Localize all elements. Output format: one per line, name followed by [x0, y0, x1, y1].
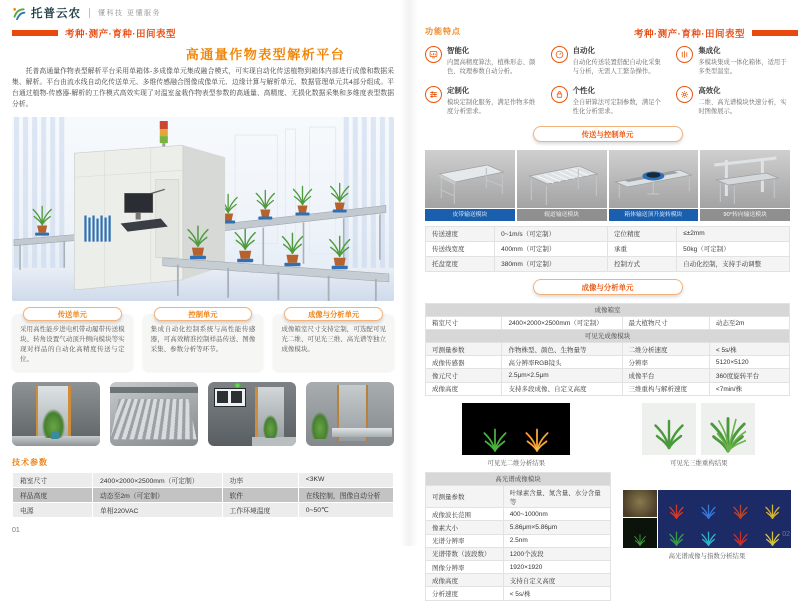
module-image [700, 150, 790, 208]
feature-desc: 模块定制化服务，满足作物多维度分析需求。 [447, 99, 536, 116]
spec-value: 360度旋转平台 [709, 369, 789, 382]
spec-value: ≤±2mm [677, 226, 790, 241]
result-3d-image [642, 403, 755, 455]
page-number: 01 [12, 527, 20, 534]
table-row [426, 356, 790, 369]
roller-conveyor [111, 399, 198, 440]
table-row [426, 534, 611, 547]
feature-integrated [676, 45, 790, 76]
result-2d-image [462, 403, 570, 455]
chart-icon [425, 46, 442, 63]
spec-value: 高分辨率RGB镜头 [502, 356, 622, 369]
brand-logo-icon [12, 6, 27, 21]
feature-title: 集成化 [698, 46, 721, 55]
index-plant-icon [669, 530, 684, 546]
spec-value: 支持自定义高度 [503, 574, 610, 587]
hyperspectral-table [425, 472, 611, 601]
transfer-section-pill: 传送与控制单元 [533, 126, 683, 142]
spec-value: 0~50℃ [298, 502, 393, 517]
status-light [234, 383, 240, 388]
brand-tagline: 懂科技 更懂服务 [98, 10, 161, 17]
table-row [426, 521, 611, 534]
spec-label: 像素大小 [426, 521, 504, 534]
spec-label: 样品高度 [13, 487, 93, 502]
feature-personalized [551, 85, 665, 116]
index-plant-icon [669, 503, 684, 519]
index-plant-icon [765, 503, 780, 519]
unit-card-pill: 成像与分析单元 [284, 307, 383, 321]
spec-value: 5120×5120 [709, 356, 789, 369]
door-frame [36, 386, 39, 438]
dark-source-photo [623, 518, 657, 548]
table-row [426, 547, 611, 560]
index-plant-icon [733, 503, 748, 519]
hyperspectral-result-figure [623, 490, 791, 560]
gear-icon [676, 86, 693, 103]
spec-label: 电源 [13, 502, 93, 517]
site-photo-row [12, 382, 394, 446]
feature-title: 智能化 [447, 46, 470, 55]
unit-card-desc: 采用高性能步进电机带动履带传送模块、转角设置气动顶升侧向模块等实现对样品的自动化高精度传送与定位。 [20, 325, 125, 363]
spec-label: 箱室尺寸 [13, 472, 93, 487]
feature-desc: 全自研算法可定制参数，满足个性化分析需求。 [572, 99, 661, 116]
spec-value: <7min/株 [709, 382, 789, 395]
feature-desc: 自动化传送装置搭配自动化采集与分析，无需人工繁杂操作。 [572, 59, 661, 76]
spec-value: 380mm（可定制） [495, 256, 608, 271]
table-row [426, 226, 790, 241]
screen-panel [231, 391, 242, 403]
spec-label: 控制方式 [607, 256, 676, 271]
tech-params-title: 技术参数 [12, 457, 48, 467]
module-turn [700, 150, 790, 221]
table-row [13, 472, 394, 487]
spec-label: 最大植物尺寸 [622, 316, 709, 329]
module-caption: 箱体输送顶升旋转模块 [609, 209, 699, 221]
group-header-label: 成像箱室 [426, 303, 790, 316]
sliders-icon [425, 86, 442, 103]
unit-card-control [143, 309, 264, 371]
module-image [517, 150, 607, 208]
module-belt [425, 150, 515, 221]
spec-label: 成像传感器 [426, 356, 502, 369]
potted-plant [311, 412, 329, 439]
unit-card-pill: 控制单元 [154, 307, 253, 321]
table-row [426, 369, 790, 382]
conveyor-belt [332, 428, 392, 437]
spec-label: 传送线宽度 [426, 241, 495, 256]
group-header-label: 高光谱成像模块 [426, 472, 611, 485]
imaging-results-row [425, 403, 790, 467]
brand-divider [89, 8, 90, 18]
spec-label: 传送速度 [426, 226, 495, 241]
spec-label: 三维重构与解析速度 [622, 382, 709, 395]
plant-icon [710, 413, 746, 453]
conveyor-belt [252, 437, 296, 445]
integration-icon [676, 46, 693, 63]
feature-title: 个性化 [572, 86, 595, 96]
spec-label: 光谱带数（波段数） [426, 547, 504, 560]
index-plant-icon [701, 530, 716, 546]
features-title: 功能特点 [425, 27, 461, 36]
spec-value: 1200个波段 [503, 547, 610, 560]
spec-value: 400~1000nm [503, 508, 610, 521]
category-banner-left [12, 26, 176, 40]
brand-name: 托普云农 [31, 8, 81, 20]
spec-value: < 5s/株 [503, 587, 610, 600]
spec-value: 5.86μm×5.86μm [503, 521, 610, 534]
spec-value: < 5s/株 [709, 343, 789, 356]
gauge-icon [551, 46, 568, 63]
spec-label: 软件 [222, 487, 298, 502]
spec-value: 自动化控制，支持手动调整 [677, 256, 790, 271]
spec-value: 在线控制，图像自动分析 [298, 487, 393, 502]
plant-skeleton-icon [483, 426, 507, 452]
feature-desc: 二维、高光谱模块快速分析，实时图像展示。 [698, 99, 787, 116]
imaging-spec-table [425, 303, 790, 396]
table-row [426, 343, 790, 356]
module-caption: 90°转向输送模块 [700, 209, 790, 221]
page-gutter [400, 0, 418, 546]
category-banner-text: 考种·测产·育种·田间表型 [634, 29, 745, 40]
feature-desc: 内置高精度算法，植株形态、颜色、纹理参数自动分析。 [447, 59, 536, 76]
spec-label: 成像平台 [622, 369, 709, 382]
brand-header [12, 5, 161, 21]
spec-value: <3KW [298, 472, 393, 487]
lock-icon [551, 86, 568, 103]
spec-value: 2.5μm×2.5μm [502, 369, 622, 382]
banner-bar-icon [12, 30, 58, 36]
plant-skeleton-icon [524, 426, 550, 452]
result-3d-figure [608, 403, 791, 467]
module-row [425, 150, 790, 221]
page-right [425, 26, 790, 598]
table-row [426, 316, 790, 329]
screen-panel [217, 391, 228, 403]
index-analysis-grid [658, 490, 791, 548]
table-row [426, 256, 790, 271]
plant-icon [634, 533, 646, 546]
unit-cards [12, 309, 394, 371]
index-plant-icon [701, 503, 716, 519]
module-roller [517, 150, 607, 221]
conveyor-beam [110, 387, 198, 393]
feature-title: 自动化 [572, 46, 595, 55]
table-group-header [426, 472, 611, 485]
unit-card-pill: 传送单元 [23, 307, 122, 321]
module-image [609, 150, 699, 208]
spec-label: 功率 [222, 472, 298, 487]
potted-plant [263, 415, 279, 438]
site-photo-rollers [110, 382, 198, 446]
feature-desc: 多模块集成一体化箱体，适用于多类型温室。 [698, 59, 787, 76]
page-left [12, 42, 394, 534]
spec-value: 作物株型、颜色、生物量等 [502, 343, 622, 356]
spec-label: 托盘宽度 [426, 256, 495, 271]
spec-label: 箱室尺寸 [426, 316, 502, 329]
transfer-spec-table [425, 226, 790, 272]
spec-label: 成像波长范围 [426, 508, 504, 521]
index-plant-icon [733, 530, 748, 546]
hyperspectral-row [425, 472, 790, 601]
unit-card-transfer [12, 309, 133, 371]
door-frame [255, 387, 257, 438]
spec-value: 2.5nm [503, 534, 610, 547]
spec-value: 2400×2000×2500mm（可定制） [93, 472, 223, 487]
table-row [426, 560, 611, 573]
module-caption: 皮带输送模块 [425, 209, 515, 221]
feature-intelligent [425, 45, 539, 76]
feature-customized [425, 85, 539, 116]
index-plant-icon [765, 530, 780, 546]
page-title: 高通量作物表型解析平台 [185, 47, 346, 62]
spec-label: 承重 [607, 241, 676, 256]
table-row [426, 382, 790, 395]
table-row [426, 241, 790, 256]
spec-label: 分析速度 [426, 587, 504, 600]
site-photo-console [208, 382, 296, 446]
spec-value: 动态至2m（可定制） [93, 487, 223, 502]
table-row [426, 587, 611, 600]
table-row [13, 487, 394, 502]
spec-value: 叶绿素含量、氮含量、水分含量等 [503, 486, 610, 508]
site-photo-chamber-entry [12, 382, 100, 446]
unit-card-imaging [273, 309, 394, 371]
group-header-label: 可见光成像模块 [426, 329, 790, 342]
result-caption: 高光谱成像与指数分析结果 [668, 552, 746, 560]
spec-value: 1920×1920 [503, 560, 610, 573]
module-image [425, 150, 515, 208]
spec-label: 分辨率 [622, 356, 709, 369]
table-row [426, 486, 611, 508]
feature-efficient [676, 85, 790, 116]
spec-value: 支持多段成像、自定义高度 [502, 382, 622, 395]
features-grid [425, 45, 790, 117]
plant-photo [642, 403, 696, 455]
plant-pot [51, 432, 59, 440]
spec-value: 动态至2m [709, 316, 789, 329]
site-photo-doorway [306, 382, 394, 446]
intro-paragraph: 托普高通量作物表型解析平台采用单箱体-多成像单元集成融合模式，可实现自动化传送植物到箱体内部进行成像和数据采集、解析。平台由流水线自动化传送单元、多维传感融合图像成像单元、边缘计算与解析单元、数据管理单元共4部分组成。平台通过植物-传感器-解析的工作模式高效实现了对温室盆栽作物表型参数的高通量、高精度、无损化数据采集和多维度表型数据分析。 [12, 68, 394, 108]
spec-label: 定位精度 [607, 226, 676, 241]
table-row [426, 508, 611, 521]
spec-label: 可测量参数 [426, 343, 502, 356]
category-banner-text: 考种·测产·育种·田间表型 [65, 29, 176, 40]
hyperspectral-source-strip [623, 490, 657, 548]
spec-label: 光谱分辨率 [426, 534, 504, 547]
spec-label: 成像高度 [426, 382, 502, 395]
spec-label: 可测量参数 [426, 486, 504, 508]
spec-label: 像元尺寸 [426, 369, 502, 382]
table-group-header [426, 329, 790, 342]
result-caption: 可见光二维分析结果 [487, 459, 545, 467]
spec-value: 400mm（可定制） [495, 241, 608, 256]
spec-value: 单相220VAC [93, 502, 223, 517]
spec-value: 0~1m/s（可定制） [495, 226, 608, 241]
spec-label: 成像高度 [426, 574, 504, 587]
tech-spec-table [12, 472, 394, 518]
module-caption: 辊道输送模块 [517, 209, 607, 221]
unit-card-desc: 成像箱室尺寸支持定制，可选配可见光二维、可见光三维、高光谱等独立成像模块。 [281, 325, 387, 353]
table-row [426, 574, 611, 587]
imaging-section-pill: 成像与分析单元 [533, 279, 683, 295]
rgb-source-photo [623, 490, 657, 518]
result-2d-figure [425, 403, 608, 467]
hyperspectral-result-image [623, 490, 791, 548]
plant-photo [701, 403, 755, 455]
spec-value: 2400×2000×2500mm（可定制） [502, 316, 622, 329]
feature-title: 定制化 [447, 86, 470, 96]
feature-title: 高效化 [698, 86, 721, 96]
plant-icon [654, 413, 684, 453]
table-row [13, 502, 394, 517]
unit-card-desc: 集成自动化控制系统与高性能传感器，可高效精准控制样品传送、图像采集、参数分析等环节。 [150, 325, 256, 353]
table-group-header [426, 303, 790, 316]
spec-label: 二维分析速度 [622, 343, 709, 356]
spec-label: 图像分辨率 [426, 560, 504, 573]
spec-label: 工作环境温度 [222, 502, 298, 517]
hero-machine-svg [12, 117, 394, 301]
module-lift-rotate [609, 150, 699, 221]
hero-illustration [12, 117, 394, 301]
feature-automated [551, 45, 665, 76]
spec-value: 50kg（可定制） [677, 241, 790, 256]
page-number: 02 [782, 531, 790, 538]
result-caption: 可见光三维重构结果 [669, 459, 728, 467]
door-frame [68, 386, 71, 438]
